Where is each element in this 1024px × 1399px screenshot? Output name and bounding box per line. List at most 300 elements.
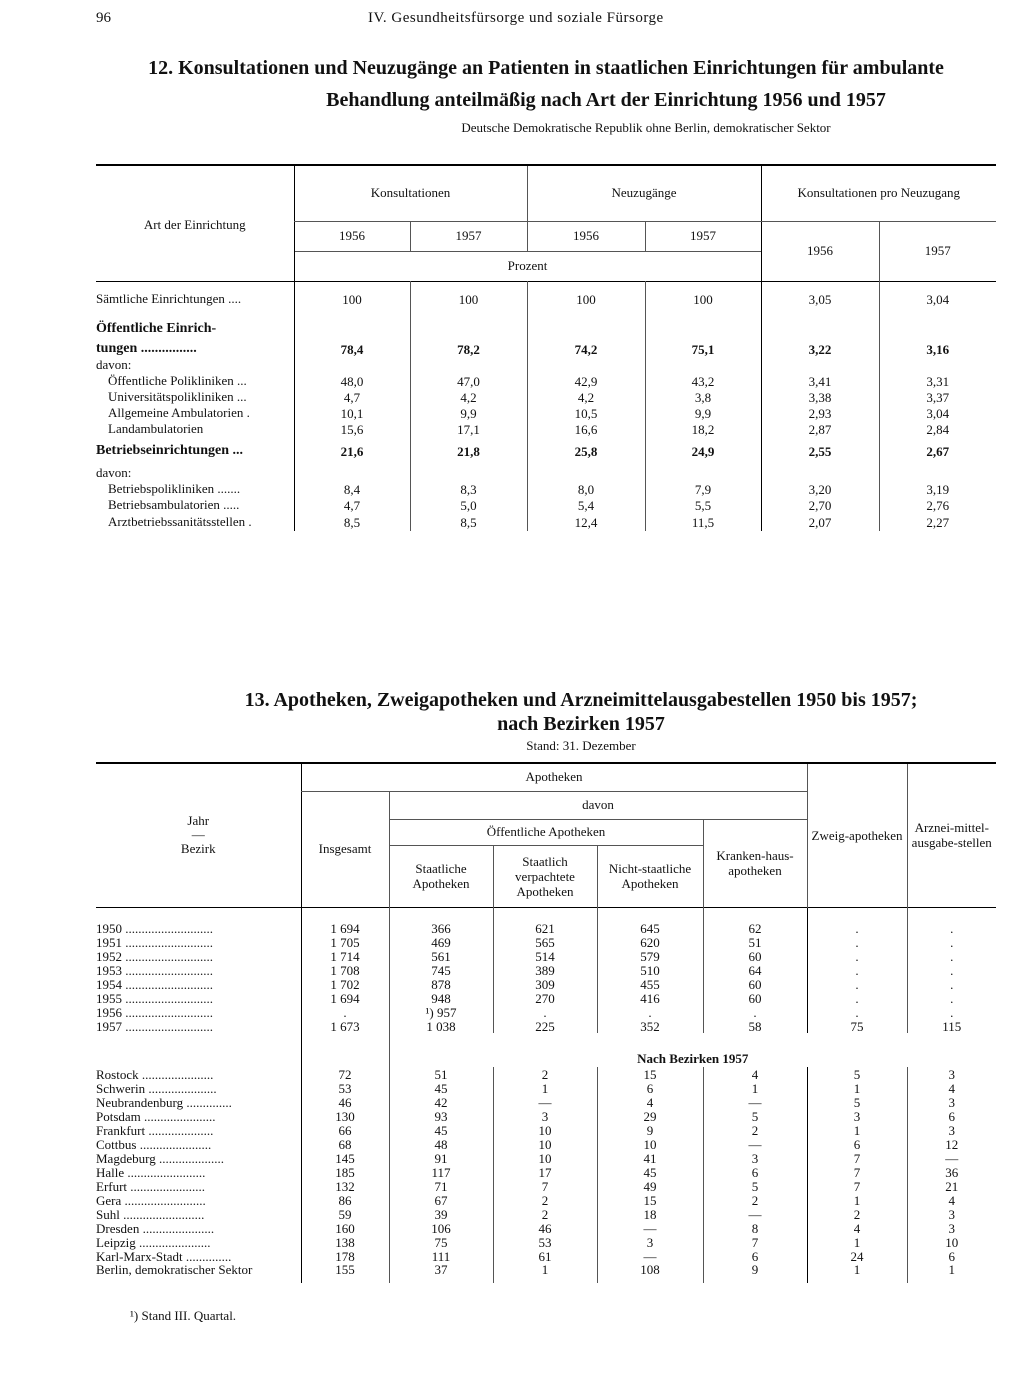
table-row <box>96 1067 996 1081</box>
table13-title-line1: 13. Apotheken, Zweigapotheken und Arzneimittelausgabestellen 1950 bis 1957; <box>244 689 918 711</box>
header-zweig: Zweig-apotheken <box>807 763 907 907</box>
table-row <box>96 1005 996 1019</box>
cell-ver: 10 <box>493 1151 597 1165</box>
cell-n56: 4,2 <box>527 389 645 405</box>
cell-ver: 565 <box>493 935 597 949</box>
header-p1956: 1956 <box>761 221 879 281</box>
cell-nicht: 29 <box>597 1109 703 1123</box>
table-row <box>96 1249 996 1263</box>
cell-p57 <box>879 317 996 341</box>
cell-ins: 1 708 <box>301 963 389 977</box>
cell-ins: 1 673 <box>301 1019 389 1033</box>
cell-zw: 75 <box>807 1019 907 1033</box>
cell-st: 745 <box>389 963 493 977</box>
table-row <box>96 1095 996 1109</box>
row-label: davon: <box>96 465 132 480</box>
row-label: Neubrandenburg .............. <box>96 1094 232 1110</box>
cell-arz: 21 <box>907 1179 996 1193</box>
section-row <box>96 1033 996 1067</box>
row-label: Erfurt ....................... <box>96 1178 206 1194</box>
stub-bezirk: Bezirk <box>180 841 216 857</box>
table-row <box>96 1137 996 1151</box>
row-label: Arztbetriebssanitätsstellen . <box>108 514 252 529</box>
cell-kh: 64 <box>703 963 807 977</box>
cell-p56: 3,41 <box>761 373 879 389</box>
cell-kh: 2 <box>703 1193 807 1207</box>
cell-p56: 2,87 <box>761 421 879 437</box>
row-label: Potsdam ...................... <box>96 1108 216 1124</box>
cell-zw: 4 <box>807 1221 907 1235</box>
cell-kh: 60 <box>703 977 807 991</box>
cell-nicht: — <box>597 1249 703 1263</box>
cell-zw: . <box>807 1005 907 1019</box>
cell-kh: 6 <box>703 1249 807 1263</box>
cell-arz: 4 <box>907 1193 996 1207</box>
table-row <box>96 481 996 497</box>
cell-nicht: . <box>597 1005 703 1019</box>
cell-k57: 4,2 <box>410 389 527 405</box>
cell-n57: 11,5 <box>645 513 761 531</box>
table-row <box>96 949 996 963</box>
row-label: Frankfurt .................... <box>96 1122 214 1138</box>
cell-k56: 15,6 <box>294 421 410 437</box>
cell-ver: — <box>493 1095 597 1109</box>
row-label: Cottbus ...................... <box>96 1136 212 1152</box>
row-label: davon: <box>96 357 132 372</box>
row-label: Universitätspolikliniken ... <box>108 389 247 404</box>
cell-n56: 8,0 <box>527 481 645 497</box>
cell-ins: . <box>301 1005 389 1019</box>
cell-ins: 130 <box>301 1109 389 1123</box>
table-row <box>96 907 996 935</box>
row-label: Magdeburg .................... <box>96 1150 224 1166</box>
row-label: Suhl ......................... <box>96 1206 205 1222</box>
cell-kh: 60 <box>703 949 807 963</box>
table-row <box>96 1109 996 1123</box>
cell-ver: 514 <box>493 949 597 963</box>
row-label: Landambulatorien <box>108 421 204 436</box>
cell-k56 <box>294 317 410 341</box>
table-row <box>96 977 996 991</box>
table-row <box>96 1123 996 1137</box>
cell-ver: 10 <box>493 1123 597 1137</box>
cell-n57: 75,1 <box>645 341 761 357</box>
cell-arz: 3 <box>907 1067 996 1081</box>
cell-zw: . <box>807 949 907 963</box>
footnote: ¹) Stand III. Quartal. <box>130 1308 237 1323</box>
cell-ins: 178 <box>301 1249 389 1263</box>
section-spacer-ins <box>301 1033 389 1067</box>
cell-arz: 3 <box>907 1221 996 1235</box>
cell-arz: 1 <box>907 1263 996 1283</box>
cell-k57: 17,1 <box>410 421 527 437</box>
cell-kh: 8 <box>703 1221 807 1235</box>
cell-st: 48 <box>389 1137 493 1151</box>
row-label: 1952 ........................... <box>96 948 213 964</box>
cell-ins: 132 <box>301 1179 389 1193</box>
row-label: 1950 ........................... <box>96 921 213 936</box>
row-label: Betriebsambulatorien ..... <box>108 497 240 512</box>
cell-p56: 3,38 <box>761 389 879 405</box>
cell-n57: 3,8 <box>645 389 761 405</box>
cell-n56: 42,9 <box>527 373 645 389</box>
cell-st: 42 <box>389 1095 493 1109</box>
cell-p57: 3,31 <box>879 373 996 389</box>
cell-nicht: 352 <box>597 1019 703 1033</box>
cell-ver: 1 <box>493 1081 597 1095</box>
cell-k56: 8,5 <box>294 513 410 531</box>
header-prozent: Prozent <box>294 251 761 281</box>
cell-nicht: 41 <box>597 1151 703 1165</box>
cell-n56: 100 <box>527 281 645 317</box>
header-neuzugaenge: Neuzugänge <box>527 165 761 221</box>
cell-k57: 100 <box>410 281 527 317</box>
table-row <box>96 341 996 357</box>
table-row <box>96 1221 996 1235</box>
chapter-title: IV. Gesundheitsfürsorge und soziale Fürsorge <box>368 10 664 26</box>
cell-k56 <box>294 465 410 481</box>
cell-nicht: 10 <box>597 1137 703 1151</box>
row-label: Halle ........................ <box>96 1164 206 1180</box>
cell-k56: 100 <box>294 281 410 317</box>
cell-zw: 1 <box>807 1193 907 1207</box>
cell-arz: . <box>907 991 996 1005</box>
row-label: 1951 ........................... <box>96 934 213 950</box>
cell-ins: 145 <box>301 1151 389 1165</box>
cell-k57: 78,2 <box>410 341 527 357</box>
cell-ver: 61 <box>493 1249 597 1263</box>
cell-n57 <box>645 317 761 341</box>
row-label: 1953 ........................... <box>96 962 213 978</box>
cell-zw: . <box>807 977 907 991</box>
cell-zw: 1 <box>807 1235 907 1249</box>
cell-st: 469 <box>389 935 493 949</box>
cell-ver: 621 <box>493 907 597 935</box>
table13-title-line2: nach Bezirken 1957 <box>497 713 665 735</box>
header-n1957: 1957 <box>645 221 761 251</box>
table13-body <box>96 907 996 1283</box>
cell-kh: 4 <box>703 1067 807 1081</box>
table12-title-line1: 12. Konsultationen und Neuzugänge an Patienten in staatlichen Einrichtungen für ambulante <box>148 57 944 79</box>
cell-arz: . <box>907 977 996 991</box>
cell-k57 <box>410 465 527 481</box>
cell-st: 91 <box>389 1151 493 1165</box>
cell-k57: 21,8 <box>410 437 527 465</box>
header-nichtstaatliche: Nicht-staatliche Apotheken <box>597 845 703 907</box>
table13-subtitle: Stand: 31. Dezember <box>526 738 636 753</box>
cell-arz: 36 <box>907 1165 996 1179</box>
cell-ver: 2 <box>493 1193 597 1207</box>
cell-k56 <box>294 357 410 373</box>
cell-nicht: 6 <box>597 1081 703 1095</box>
cell-nicht: 4 <box>597 1095 703 1109</box>
cell-kh: 1 <box>703 1081 807 1095</box>
row-label: Gera ......................... <box>96 1192 206 1208</box>
header-staatliche: Staatliche Apotheken <box>389 845 493 907</box>
cell-arz: . <box>907 963 996 977</box>
cell-zw: 1 <box>807 1081 907 1095</box>
cell-ins: 1 714 <box>301 949 389 963</box>
cell-ver: 225 <box>493 1019 597 1033</box>
stub-header: Art der Einrichtung <box>143 217 246 233</box>
table-row <box>96 1235 996 1249</box>
cell-k56: 10,1 <box>294 405 410 421</box>
cell-kh: 51 <box>703 935 807 949</box>
row-label: Betriebspolikliniken ....... <box>108 481 241 496</box>
cell-st: 37 <box>389 1263 493 1283</box>
table-row <box>96 405 996 421</box>
cell-st: 67 <box>389 1193 493 1207</box>
row-label: 1954 ........................... <box>96 976 213 992</box>
cell-st: 561 <box>389 949 493 963</box>
cell-nicht: 416 <box>597 991 703 1005</box>
table-row <box>96 465 996 481</box>
row-label: 1957 ........................... <box>96 1018 213 1034</box>
page-number: 96 <box>96 10 111 26</box>
cell-ver: 270 <box>493 991 597 1005</box>
cell-kh: 58 <box>703 1019 807 1033</box>
table12 <box>96 164 996 531</box>
cell-p57 <box>879 465 996 481</box>
cell-st: 106 <box>389 1221 493 1235</box>
cell-arz: — <box>907 1151 996 1165</box>
cell-p56: 2,93 <box>761 405 879 421</box>
row-label: Sämtliche Einrichtungen .... <box>96 291 242 307</box>
header-oeffentliche: Öffentliche Apotheken <box>389 819 703 845</box>
stub-header-13 <box>96 763 301 907</box>
cell-nicht: 645 <box>597 907 703 935</box>
cell-p56: 2,55 <box>761 437 879 465</box>
cell-n57: 24,9 <box>645 437 761 465</box>
cell-p56: 3,20 <box>761 481 879 497</box>
cell-st: 948 <box>389 991 493 1005</box>
cell-st: ¹) 957 <box>389 1005 493 1019</box>
cell-ver: 389 <box>493 963 597 977</box>
cell-kh: — <box>703 1095 807 1109</box>
cell-st: 51 <box>389 1067 493 1081</box>
cell-nicht: 9 <box>597 1123 703 1137</box>
table-row <box>96 317 996 341</box>
table13 <box>96 762 996 1283</box>
cell-n56: 16,6 <box>527 421 645 437</box>
cell-k56: 78,4 <box>294 341 410 357</box>
cell-st: 45 <box>389 1123 493 1137</box>
cell-p57: 2,67 <box>879 437 996 465</box>
cell-zw: 1 <box>807 1263 907 1283</box>
cell-nicht: 15 <box>597 1067 703 1081</box>
table-row <box>96 1165 996 1179</box>
row-label: Schwerin ..................... <box>96 1080 217 1096</box>
table-row <box>96 1207 996 1221</box>
cell-nicht: 49 <box>597 1179 703 1193</box>
cell-zw: 7 <box>807 1179 907 1193</box>
cell-kh: 6 <box>703 1165 807 1179</box>
cell-kh: 60 <box>703 991 807 1005</box>
cell-k57 <box>410 317 527 341</box>
cell-kh: 5 <box>703 1109 807 1123</box>
cell-p56: 3,05 <box>761 281 879 317</box>
header-n1956: 1956 <box>527 221 645 251</box>
cell-arz: 6 <box>907 1249 996 1263</box>
cell-st: 366 <box>389 907 493 935</box>
cell-ins: 160 <box>301 1221 389 1235</box>
section-label: Nach Bezirken 1957 <box>389 1033 996 1067</box>
cell-kh: 3 <box>703 1151 807 1165</box>
row-label: Öffentliche Einrich- <box>96 321 217 336</box>
cell-p57: 2,84 <box>879 421 996 437</box>
cell-n57 <box>645 357 761 373</box>
cell-zw: 2 <box>807 1207 907 1221</box>
table12-body <box>96 281 996 531</box>
cell-st: 117 <box>389 1165 493 1179</box>
cell-zw: 24 <box>807 1249 907 1263</box>
cell-p57: 3,37 <box>879 389 996 405</box>
cell-k57: 8,5 <box>410 513 527 531</box>
header-k1957: 1957 <box>410 221 527 251</box>
cell-ver: 53 <box>493 1235 597 1249</box>
stub-jahr: Jahr <box>187 813 210 829</box>
row-label: Karl-Marx-Stadt .............. <box>96 1248 232 1264</box>
cell-kh: — <box>703 1207 807 1221</box>
cell-arz: . <box>907 935 996 949</box>
row-label: 1955 ........................... <box>96 990 213 1006</box>
cell-ins: 46 <box>301 1095 389 1109</box>
cell-st: 39 <box>389 1207 493 1221</box>
section-spacer <box>96 1033 301 1067</box>
cell-ins: 66 <box>301 1123 389 1137</box>
cell-zw: 1 <box>807 1123 907 1137</box>
cell-n57: 43,2 <box>645 373 761 389</box>
table-row <box>96 389 996 405</box>
cell-zw: . <box>807 935 907 949</box>
cell-k57: 47,0 <box>410 373 527 389</box>
cell-st: 111 <box>389 1249 493 1263</box>
cell-nicht: 15 <box>597 1193 703 1207</box>
cell-arz: 115 <box>907 1019 996 1033</box>
cell-p57: 2,27 <box>879 513 996 531</box>
cell-nicht: 510 <box>597 963 703 977</box>
cell-k57: 5,0 <box>410 497 527 513</box>
table-row <box>96 991 996 1005</box>
stub-dash: — <box>191 827 205 843</box>
cell-zw: 3 <box>807 1109 907 1123</box>
cell-ver: 1 <box>493 1263 597 1283</box>
cell-zw: . <box>807 963 907 977</box>
cell-arz: 4 <box>907 1081 996 1095</box>
cell-ins: 138 <box>301 1235 389 1249</box>
cell-st: 45 <box>389 1081 493 1095</box>
cell-ins: 72 <box>301 1067 389 1081</box>
table-row <box>96 1263 996 1283</box>
table-row <box>96 281 996 317</box>
cell-arz: 3 <box>907 1095 996 1109</box>
cell-p56 <box>761 357 879 373</box>
table-row <box>96 437 996 465</box>
cell-k57 <box>410 357 527 373</box>
cell-kh: 2 <box>703 1123 807 1137</box>
cell-zw: 6 <box>807 1137 907 1151</box>
cell-st: 75 <box>389 1235 493 1249</box>
cell-ins: 68 <box>301 1137 389 1151</box>
cell-p56 <box>761 465 879 481</box>
table-row <box>96 421 996 437</box>
table12-subtitle: Deutsche Demokratische Republik ohne Berlin, demokratischer Sektor <box>461 120 831 135</box>
cell-ins: 86 <box>301 1193 389 1207</box>
cell-arz: . <box>907 907 996 935</box>
cell-n57: 5,5 <box>645 497 761 513</box>
cell-kh: 9 <box>703 1263 807 1283</box>
row-label: Dresden ...................... <box>96 1220 215 1236</box>
cell-n56 <box>527 465 645 481</box>
cell-nicht: 579 <box>597 949 703 963</box>
cell-ver: 10 <box>493 1137 597 1151</box>
header-davon: davon <box>389 791 807 819</box>
row-label: Leipzig ...................... <box>96 1234 211 1250</box>
cell-p56: 3,22 <box>761 341 879 357</box>
cell-nicht: 108 <box>597 1263 703 1283</box>
cell-n57: 18,2 <box>645 421 761 437</box>
cell-ver: 17 <box>493 1165 597 1179</box>
header-verpachtete: Staatlich verpachtete Apotheken <box>493 845 597 907</box>
header-p1957: 1957 <box>879 221 996 281</box>
cell-p56: 2,07 <box>761 513 879 531</box>
table-row <box>96 1179 996 1193</box>
cell-n56 <box>527 357 645 373</box>
row-label: 1956 ........................... <box>96 1004 213 1020</box>
cell-p56 <box>761 317 879 341</box>
cell-ins: 1 705 <box>301 935 389 949</box>
cell-p57: 2,76 <box>879 497 996 513</box>
cell-n57: 9,9 <box>645 405 761 421</box>
table-row <box>96 513 996 531</box>
cell-n57: 7,9 <box>645 481 761 497</box>
cell-ins: 1 702 <box>301 977 389 991</box>
cell-arz: . <box>907 1005 996 1019</box>
cell-zw: 7 <box>807 1165 907 1179</box>
cell-n56: 10,5 <box>527 405 645 421</box>
table12-title-line2: Behandlung anteilmäßig nach Art der Einrichtung 1956 und 1957 <box>326 89 886 111</box>
cell-ins: 1 694 <box>301 907 389 935</box>
cell-ver: 2 <box>493 1207 597 1221</box>
cell-p57: 3,04 <box>879 405 996 421</box>
cell-kh: — <box>703 1137 807 1151</box>
cell-n57 <box>645 465 761 481</box>
cell-n56: 25,8 <box>527 437 645 465</box>
cell-n56: 74,2 <box>527 341 645 357</box>
table-row <box>96 935 996 949</box>
cell-p57: 3,19 <box>879 481 996 497</box>
cell-k56: 8,4 <box>294 481 410 497</box>
cell-ins: 53 <box>301 1081 389 1095</box>
table-row <box>96 497 996 513</box>
cell-nicht: 3 <box>597 1235 703 1249</box>
cell-nicht: 620 <box>597 935 703 949</box>
cell-zw: 5 <box>807 1067 907 1081</box>
header-apotheken: Apotheken <box>301 763 807 791</box>
table-row <box>96 373 996 389</box>
table-row <box>96 1151 996 1165</box>
cell-kh: 5 <box>703 1179 807 1193</box>
row-label: Betriebseinrichtungen ... <box>96 443 243 458</box>
cell-k56: 4,7 <box>294 389 410 405</box>
header-konsultationen: Konsultationen <box>294 165 527 221</box>
cell-arz: 12 <box>907 1137 996 1151</box>
header-arznei: Arznei-mittel-ausgabe-stellen <box>907 763 996 907</box>
cell-st: 1 038 <box>389 1019 493 1033</box>
cell-p57: 3,16 <box>879 341 996 357</box>
cell-ver: . <box>493 1005 597 1019</box>
table-row <box>96 963 996 977</box>
